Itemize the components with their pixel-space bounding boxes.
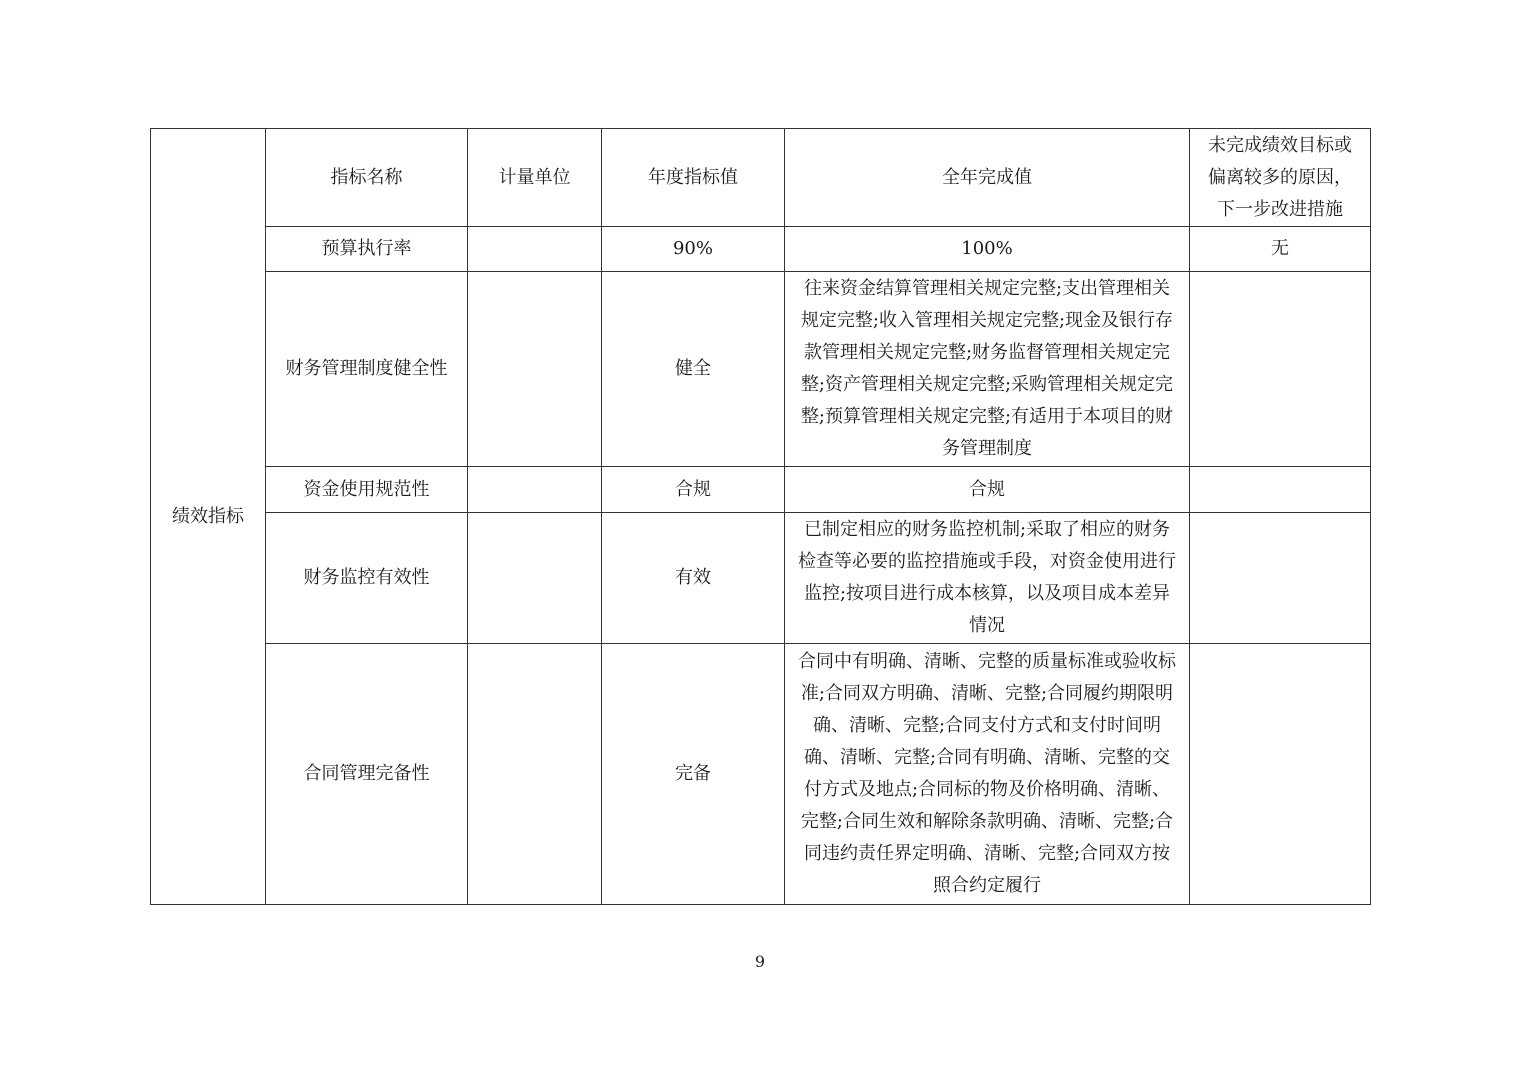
actual-cell: 100% [785, 227, 1190, 272]
table-row [151, 227, 1371, 272]
performance-indicator-table [150, 128, 1371, 905]
indicator-name: 预算执行率 [266, 227, 468, 272]
target-cell: 健全 [602, 272, 785, 467]
reason-cell [1190, 467, 1371, 513]
table-row [151, 644, 1371, 905]
table-row [151, 513, 1371, 644]
unit-cell [468, 644, 602, 905]
actual-cell: 往来资金结算管理相关规定完整;支出管理相关规定完整;收入管理相关规定完整;现金及银行存款管理相关规定完整;财务监督管理相关规定完整;资产管理相关规定完整;采购管理相关规定完整;预算管理相关规定完整;有适用于本项目的财务管理制度 [785, 272, 1190, 467]
indicator-name: 合同管理完备性 [266, 644, 468, 905]
reason-cell: 无 [1190, 227, 1371, 272]
header-unit: 计量单位 [468, 129, 602, 227]
indicator-name: 财务管理制度健全性 [266, 272, 468, 467]
unit-cell [468, 513, 602, 644]
indicator-name: 财务监控有效性 [266, 513, 468, 644]
reason-cell [1190, 272, 1371, 467]
header-row [151, 129, 1371, 227]
table-row [151, 272, 1371, 467]
unit-cell [468, 467, 602, 513]
actual-cell: 合规 [785, 467, 1190, 513]
header-reason: 未完成绩效目标或偏离较多的原因，下一步改进措施 [1190, 129, 1371, 227]
header-actual-value: 全年完成值 [785, 129, 1190, 227]
target-cell: 90% [602, 227, 785, 272]
actual-cell: 合同中有明确、清晰、完整的质量标准或验收标准;合同双方明确、清晰、完整;合同履约期限明确、清晰、完整;合同支付方式和支付时间明确、清晰、完整;合同有明确、清晰、完整的交付方式及地点;合同标的物及价格明确、清晰、完整;合同生效和解除条款明确、清晰、完整;合同违约责任界定明确、清晰、完整;合同双方按照合约定履行 [785, 644, 1190, 905]
header-annual-target: 年度指标值 [602, 129, 785, 227]
reason-cell [1190, 644, 1371, 905]
reason-cell [1190, 513, 1371, 644]
category-cell: 绩效指标 [151, 129, 266, 905]
unit-cell [468, 272, 602, 467]
table-row [151, 467, 1371, 513]
indicator-name: 资金使用规范性 [266, 467, 468, 513]
target-cell: 合规 [602, 467, 785, 513]
target-cell: 完备 [602, 644, 785, 905]
target-cell: 有效 [602, 513, 785, 644]
page-number: 9 [754, 952, 766, 971]
actual-cell: 已制定相应的财务监控机制;采取了相应的财务检查等必要的监控措施或手段，对资金使用进行监控;按项目进行成本核算，以及项目成本差异情况 [785, 513, 1190, 644]
header-indicator-name: 指标名称 [266, 129, 468, 227]
unit-cell [468, 227, 602, 272]
